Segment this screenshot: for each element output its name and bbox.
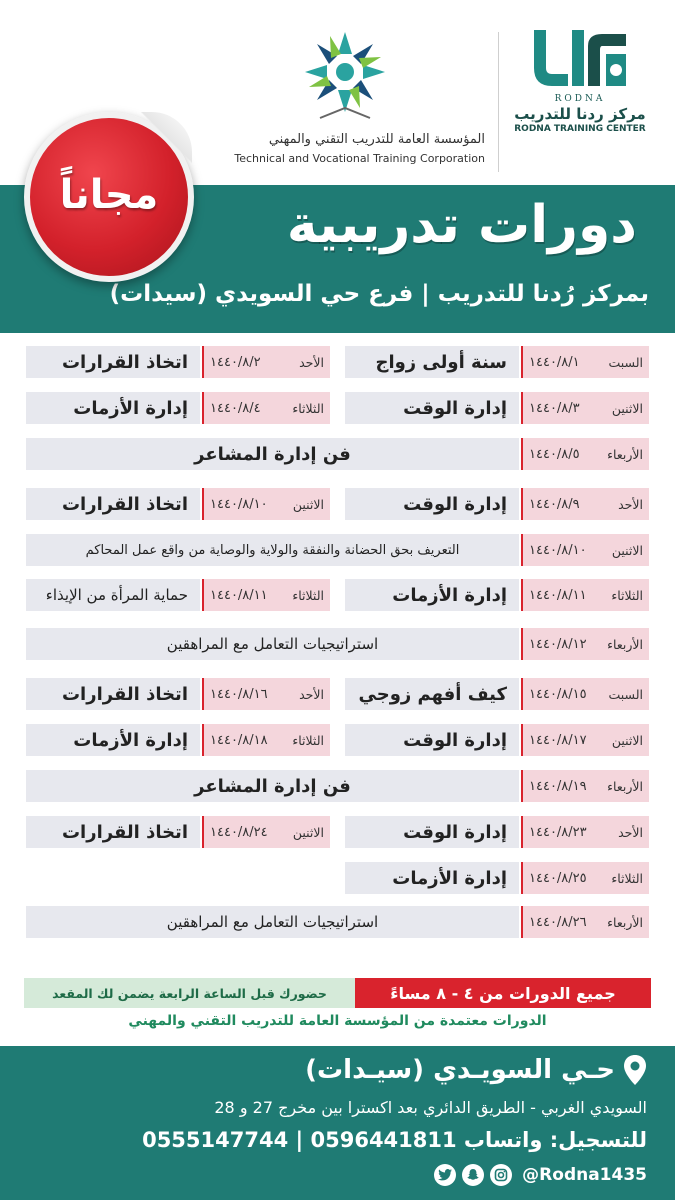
rodna-english-name: RODNA TRAINING CENTER [514, 124, 646, 134]
session-day: الأحد [299, 354, 324, 370]
session-date [521, 534, 649, 566]
session-hijri-date: ١٤٤٠/٨/٢٣ [529, 824, 587, 840]
session-date [521, 438, 649, 470]
session-date [202, 392, 330, 424]
location-name: حـي السويـدي (سيـدات) [305, 1055, 615, 1085]
schedule-row [0, 816, 675, 848]
address: السويدي الغربي - الطريق الدائري بعد اكسترا بين مخرج 27 و 28 [214, 1098, 647, 1117]
session-hijri-date: ١٤٤٠/٨/٥ [529, 446, 580, 462]
session-date [521, 488, 649, 520]
session-hijri-date: ١٤٤٠/٨/١١ [529, 587, 587, 603]
registration-phones: للتسجيل: واتساب 0596441811 | 0555147744 [142, 1128, 647, 1152]
session-day: الأربعاء [607, 914, 643, 930]
schedule-row [0, 678, 675, 710]
tvtc-arabic-name: المؤسسة العامة للتدريب التقني والمهني [268, 132, 485, 147]
session-date [521, 678, 649, 710]
time-info: جميع الدورات من ٤ - ٨ مساءً [355, 978, 651, 1008]
course-title: إدارة الوقت [345, 488, 519, 520]
session-hijri-date: ١٤٤٠/٨/١١ [210, 587, 268, 603]
session-hijri-date: ١٤٤٠/٨/٣ [529, 400, 580, 416]
course-title: إدارة الوقت [345, 816, 519, 848]
session-hijri-date: ١٤٤٠/٨/٢ [210, 354, 261, 370]
course-title: فن إدارة المشاعر [26, 770, 519, 802]
course-title: إدارة الأزمات [345, 579, 519, 611]
course-title: اتخاذ القرارات [26, 816, 200, 848]
banner-title: دورات تدريبية [286, 195, 637, 255]
schedule-row [0, 438, 675, 470]
course-title: استراتيجيات التعامل مع المراهقين [26, 906, 519, 938]
session-hijri-date: ١٤٤٠/٨/٢٦ [529, 914, 587, 930]
course-title: كيف أفهم زوجي [345, 678, 519, 710]
session-day: الاثنين [611, 400, 643, 416]
location-pin-icon [623, 1054, 647, 1086]
course-title: إدارة الوقت [345, 392, 519, 424]
session-day: الأحد [299, 686, 324, 702]
instagram-icon[interactable] [490, 1164, 512, 1186]
schedule-row [0, 770, 675, 802]
free-badge [24, 112, 194, 282]
schedule-row [0, 724, 675, 756]
rodna-mark-icon [528, 24, 632, 92]
social-handle[interactable]: @Rodna1435 [522, 1165, 647, 1185]
rodna-latin-name: RODNA [554, 94, 606, 104]
course-title: التعريف بحق الحضانة والنفقة والولاية والوصاية من واقع عمل المحاكم [26, 534, 519, 566]
course-title: إدارة الأزمات [26, 392, 200, 424]
session-hijri-date: ١٤٤٠/٨/٢٥ [529, 870, 587, 886]
location-line [305, 1054, 647, 1086]
session-date [521, 392, 649, 424]
session-date [521, 816, 649, 848]
course-title: إدارة الأزمات [26, 724, 200, 756]
session-date [521, 770, 649, 802]
session-day: الاثنين [292, 496, 324, 512]
schedule-table [0, 346, 675, 946]
course-title: حماية المرأة من الإيذاء [26, 579, 200, 611]
course-title: سنة أولى زواج [345, 346, 519, 378]
session-date [521, 346, 649, 378]
session-hijri-date: ١٤٤٠/٨/١٠ [210, 496, 268, 512]
session-hijri-date: ١٤٤٠/٨/٤ [210, 400, 261, 416]
banner-subtitle: بمركز رُدنا للتدريب | فرع حي السويدي (سيدات) [109, 281, 649, 307]
session-date [202, 816, 330, 848]
session-day: الأحد [618, 496, 643, 512]
schedule-row [0, 392, 675, 424]
session-hijri-date: ١٤٤٠/٨/١٨ [210, 732, 268, 748]
session-hijri-date: ١٤٤٠/٨/٩ [529, 496, 580, 512]
schedule-row [0, 579, 675, 611]
session-date [521, 862, 649, 894]
session-day: الاثنين [611, 542, 643, 558]
footer [0, 1046, 675, 1200]
session-hijri-date: ١٤٤٠/٨/١٧ [529, 732, 587, 748]
session-date [202, 579, 330, 611]
attendance-note: حضورك قبل الساعة الرابعة يضمن لك المقعد [24, 978, 355, 1008]
session-hijri-date: ١٤٤٠/٨/١٢ [529, 636, 587, 652]
schedule-row [0, 488, 675, 520]
session-date [202, 678, 330, 710]
accreditation-note: الدورات معتمدة من المؤسسة العامة للتدريب التقني والمهني [128, 1013, 547, 1029]
session-date [202, 724, 330, 756]
session-date [521, 579, 649, 611]
schedule-row [0, 906, 675, 938]
course-title: اتخاذ القرارات [26, 678, 200, 710]
snapchat-icon[interactable] [462, 1164, 484, 1186]
session-day: الاثنين [292, 824, 324, 840]
rodna-arabic-name: مركز ردنا للتدريب [514, 105, 646, 123]
schedule-row [0, 862, 675, 894]
session-day: الأربعاء [607, 778, 643, 794]
session-hijri-date: ١٤٤٠/٨/١٦ [210, 686, 268, 702]
time-bar [24, 978, 651, 1008]
session-day: السبت [608, 686, 643, 702]
session-date [202, 346, 330, 378]
schedule-row [0, 346, 675, 378]
session-day: الاثنين [611, 732, 643, 748]
session-date [202, 488, 330, 520]
session-day: الثلاثاء [292, 400, 324, 416]
session-day: الثلاثاء [292, 732, 324, 748]
social-links [434, 1164, 647, 1186]
session-date [521, 906, 649, 938]
rodna-logo [505, 24, 655, 134]
course-title: فن إدارة المشاعر [26, 438, 519, 470]
session-day: الثلاثاء [292, 587, 324, 603]
session-hijri-date: ١٤٤٠/٨/١٠ [529, 542, 587, 558]
free-badge-text: مجاناً [59, 172, 159, 218]
session-day: الأربعاء [607, 636, 643, 652]
session-date [521, 628, 649, 660]
course-title: اتخاذ القرارات [26, 346, 200, 378]
course-title: إدارة الوقت [345, 724, 519, 756]
session-day: السبت [608, 354, 643, 370]
session-hijri-date: ١٤٤٠/٨/٢٤ [210, 824, 268, 840]
course-title: استراتيجيات التعامل مع المراهقين [26, 628, 519, 660]
session-hijri-date: ١٤٤٠/٨/١٥ [529, 686, 587, 702]
session-day: الأحد [618, 824, 643, 840]
tvtc-english-name: Technical and Vocational Training Corporation [234, 152, 485, 165]
schedule-row [0, 534, 675, 566]
session-day: الثلاثاء [611, 870, 643, 886]
session-day: الأربعاء [607, 446, 643, 462]
session-day: الثلاثاء [611, 587, 643, 603]
twitter-icon[interactable] [434, 1164, 456, 1186]
course-title: اتخاذ القرارات [26, 488, 200, 520]
session-hijri-date: ١٤٤٠/٨/١٩ [529, 778, 587, 794]
course-title: إدارة الأزمات [345, 862, 519, 894]
session-hijri-date: ١٤٤٠/٨/١ [529, 354, 580, 370]
session-date [521, 724, 649, 756]
tvtc-emblem-icon [300, 28, 390, 124]
logo-divider [498, 32, 499, 172]
schedule-row [0, 628, 675, 660]
